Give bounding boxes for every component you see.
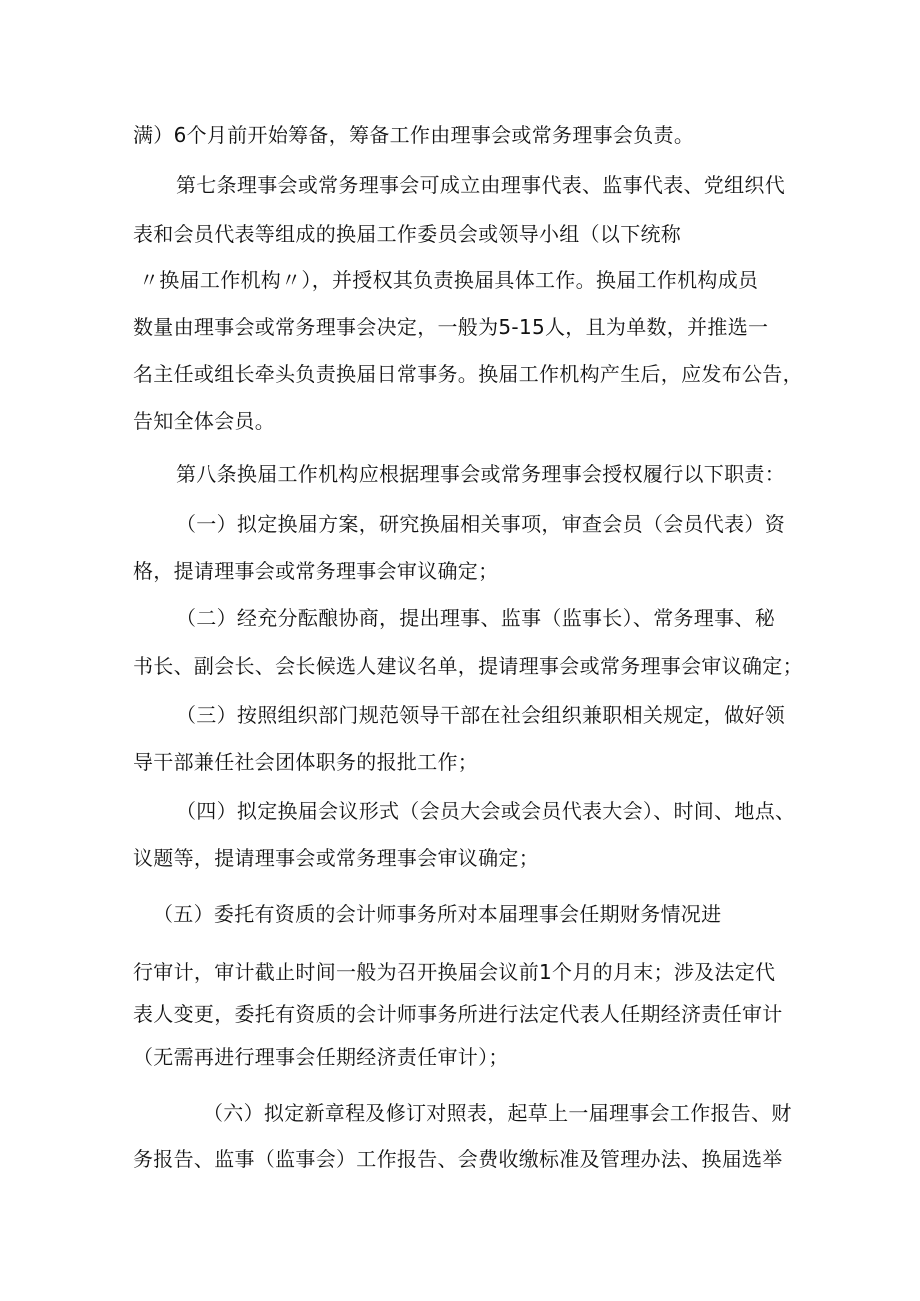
item-6-line-2: 务报告、监事（监事会）工作报告、会费收缴标准及管理办法、换届选举 xyxy=(133,1147,783,1171)
article-7-line-5: 名主任或组长牵头负责换届日常事务。换届工作机构产生后，应发布公告， xyxy=(133,362,803,386)
item-4-line-2: 议题等，提请理事会或常务理事会审议确定； xyxy=(133,846,539,870)
item-4-line-1: （四）拟定换届会议形式（会员大会或会员代表大会）、时间、地点、 xyxy=(176,799,796,823)
item-6-line-1: （六）拟定新章程及修订对照表，起草上一届理事会工作报告、财 xyxy=(203,1101,792,1125)
article-7-line-3: 〃换届工作机构〃），并授权其负责换届具体工作。换届工作机构成员 xyxy=(139,268,759,292)
item-2-line-2: 书长、副会长、会长候选人建议名单，提请理事会或常务理事会审议确定； xyxy=(133,654,803,678)
item-5-line-2: 行审计，审计截止时间一般为召开换届会议前1个月的月末；涉及法定代 xyxy=(133,960,776,984)
item-3-line-2: 导干部兼任社会团体职务的报批工作； xyxy=(133,750,479,774)
article-7-line-2: 表和会员代表等组成的换届工作委员会或领导小组（以下统称 xyxy=(133,222,682,246)
article-7-line-6: 告知全体会员。 xyxy=(133,409,276,433)
article-7-line-4: 数量由理事会或常务理事会决定，一般为5-15人，且为单数，并推选一 xyxy=(133,315,769,339)
text-line-1: 满）6个月前开始筹备，筹备工作由理事会或常务理事会负责。 xyxy=(133,123,695,147)
article-7-line-1: 第七条理事会或常务理事会可成立由理事代表、监事代表、党组织代 xyxy=(176,173,785,197)
item-5-line-4: （无需再进行理事会任期经济责任审计）； xyxy=(133,1045,509,1069)
item-3-line-1: （三）按照组织部门规范领导干部在社会组织兼职相关规定，做好领 xyxy=(176,703,785,727)
article-8-line-1: 第八条换届工作机构应根据理事会或常务理事会授权履行以下职责： xyxy=(176,462,785,486)
item-5-line-3: 表人变更，委托有资质的会计师事务所进行法定代表人任期经济责任审计 xyxy=(133,1002,783,1026)
item-5-line-1: （五）委托有资质的会计师事务所对本届理事会任期财务情况进 xyxy=(153,902,722,926)
item-1-line-2: 格，提请理事会或常务理事会审议确定； xyxy=(133,559,499,583)
item-2-line-1: （二）经充分酝酿协商，提出理事、监事（监事长）、常务理事、秘 xyxy=(176,606,775,630)
item-1-line-1: （一）拟定换届方案，研究换届相关事项，审查会员（会员代表）资 xyxy=(176,512,785,536)
